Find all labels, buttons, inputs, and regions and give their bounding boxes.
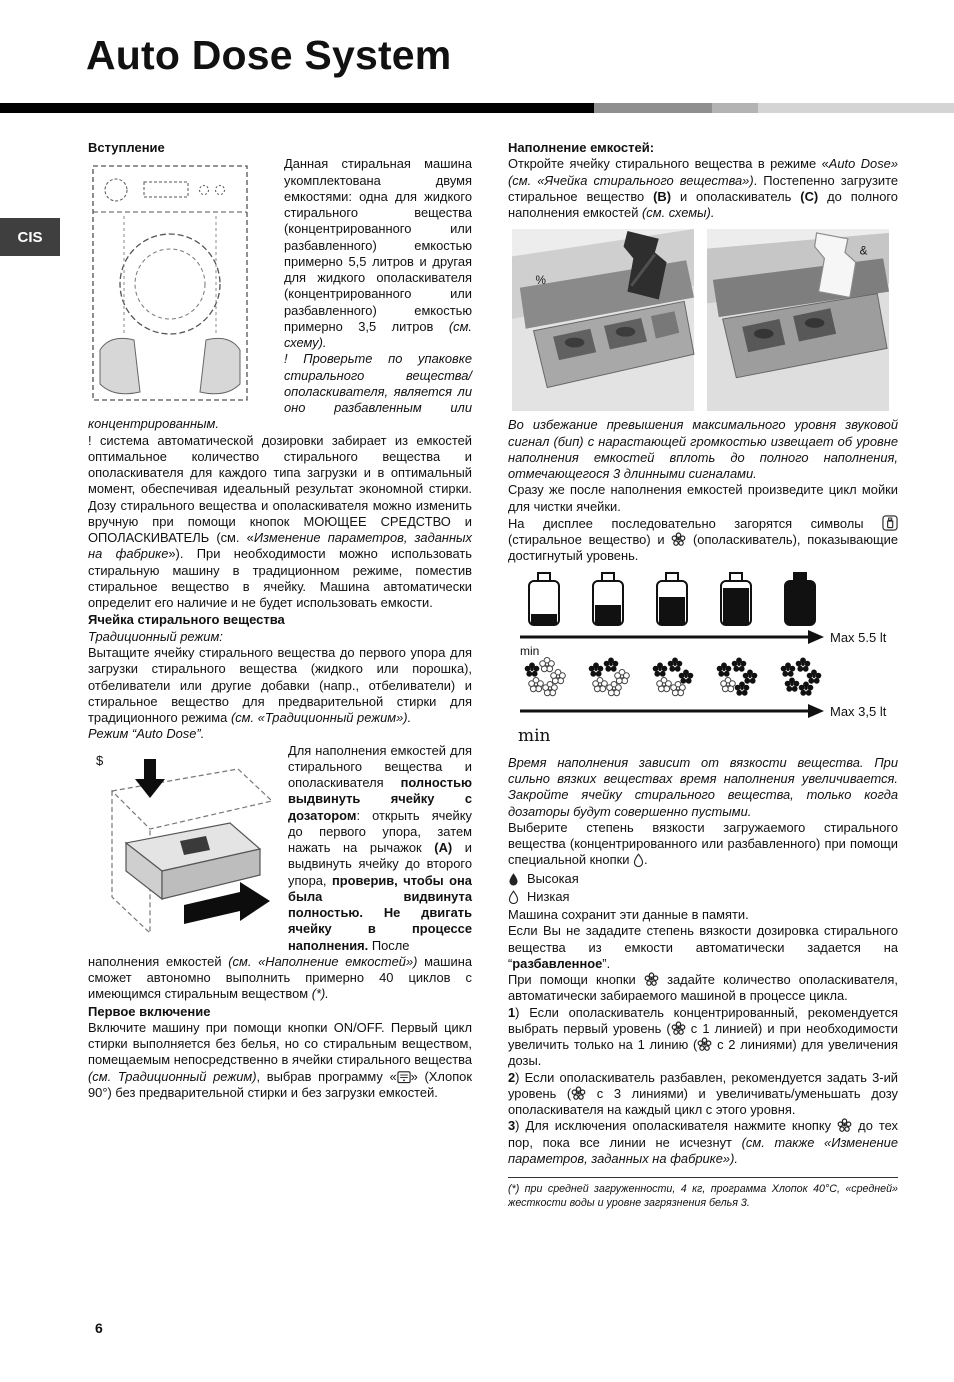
default-bold: разбавленное — [512, 955, 603, 971]
filling-text-2: . Постепенно загрузите стиральное вещество — [508, 172, 898, 204]
first-start-text-1: Включите машину при помощи кнопки ON/OFF. Первый цикл стирки выполняется без белья, но со стиральным веществом, помещаемым непосредственно в ячейки стирального вещества — [88, 1019, 472, 1068]
detergent-bottle-icon — [882, 515, 898, 531]
softener-flower-icon — [671, 1021, 686, 1036]
left-column — [88, 139, 472, 1211]
traditional-mode-label: Традиционный режим: — [88, 628, 223, 644]
percent-symbol: % — [535, 274, 546, 288]
pull-bold-2: проверив, чтобы она была видвинута полностью. Не двигать ячейку в процессе наполнения. — [288, 872, 472, 953]
traditional-text: Вытащите ячейку стирального вещества до первого упора для загрузки стирального вещества (жидкого или порошка), отбеливатели или другие добавки (напр., отбеливатели) и стиральное вещество для предварительной стирки для традиционного режима — [88, 645, 472, 725]
intro-note: ! Проверьте по упаковке стирального вещества/ополаскивателя, является ли оно разбавленным или концентрированным. — [88, 351, 472, 432]
footnote: (*) при средней загруженности, 4 кг, программа Хлопок 40°C, «средней» жесткости воды и уровне загрязнения белья 3. — [508, 1183, 898, 1210]
intro-heading: Вступление — [88, 140, 165, 155]
program-icon — [397, 1070, 411, 1084]
softener-flower-icon — [837, 1118, 852, 1133]
rule-segment-light-gray — [758, 103, 954, 113]
autodose-text-2: »). При необходимости можно использовать стиральную машину в традиционном режиме, поместив стиральное вещество в ячейку. Машина автоматически определит его наличие и не будет использовать емкости. — [88, 546, 472, 611]
softener-item-1 — [508, 1005, 898, 1070]
cycles-text-1: наполнения емкостей — [88, 953, 229, 969]
first-start-ref: (см. Традиционный режим) — [88, 1068, 257, 1084]
item-1-number: 1 — [508, 1004, 516, 1020]
right-column — [508, 139, 898, 1211]
autodose-ref-italic: Изменение параметров, заданных на фабрике — [88, 530, 472, 562]
viscosity-high-label: Высокая — [527, 870, 579, 886]
item-1-text-1: ) Если ополаскиватель концентрированный, рекомендуется выбрать первый уровень ( — [508, 1004, 898, 1036]
drawer-photo-right — [703, 229, 893, 411]
filling-scheme-ref: (см. схемы). — [642, 205, 715, 221]
filling-ref-italic: Auto Dose» (см. «Ячейка стирального вещества») — [508, 156, 898, 188]
pull-text-3: и выдвинуть ячейку до второго упора, — [288, 840, 472, 888]
rule-segment-black — [0, 103, 594, 113]
drawer-heading: Ячейка стирального вещества — [88, 612, 285, 628]
autodose-mode-label: Режим “Auto Dose”. — [88, 726, 205, 742]
item-3-text-2: до тех пор, пока все линии не исчезнут — [508, 1118, 898, 1150]
drawer-photos — [508, 229, 898, 411]
softener-text-1: При помощи кнопки — [508, 972, 644, 988]
fill-level-diagram — [508, 571, 898, 751]
cycles-text-2: машина сможет автономно выполнить примерно 40 циклов с имеющимся стиральным веществом — [88, 953, 472, 1002]
display-text-1: На дисплее последовательно загорятся символы — [508, 515, 882, 531]
rule-segment-mid-gray — [712, 103, 758, 113]
default-setting-paragraph — [508, 923, 898, 972]
display-text-2: (стиральное вещество) и — [508, 532, 672, 548]
viscosity-text-2: . — [644, 852, 648, 868]
pull-bold-1: полностью выдвинуть ячейку с дозатором — [288, 775, 472, 823]
washing-machine-figure — [88, 160, 274, 410]
traditional-mode-paragraph — [88, 645, 472, 726]
cycles-paragraph — [88, 954, 472, 1003]
intro-text: Данная стиральная машина укомплектована двумя емкостями: одна для жидкого стирального вещества (концентрированного или разбавленного) емкостью примерно 5,5 литров и другая для жидкого ополаскивателя (концентрированного или разбавленного) емкостью примерно 3,5 литров — [284, 156, 472, 334]
default-text-1: Если Вы не зададите степень вязкости дозировка стирального вещества из емкости автоматически задается на “ — [508, 923, 898, 971]
detergent-max-label: Max 5.5 lt — [830, 629, 887, 645]
after-fill-paragraph: Сразу же после наполнения емкостей произведите цикл мойки для чистки ячейки. — [508, 482, 898, 514]
cycles-footnote-mark: (*). — [311, 986, 329, 1002]
first-start-paragraph — [88, 1020, 472, 1101]
softener-flower-icon — [644, 972, 659, 987]
filling-heading: Наполнение емкостей: — [508, 140, 655, 155]
autodose-text-1: ! система автоматической дозировки забирает из емкостей оптимальное количество стирального вещества и ополаскивателя для каждого типа загрузки и в оптимальный момент, обеспечивая идеальный результат экономной стирки. Дозу стирального вещества и ополаскивателя можно изменить вручную при помощи кнопок МОЮЩЕЕ СРЕДСТВО и ОПОЛАСКИВАТЕЛЬ (см. « — [88, 432, 472, 546]
softener-level-icons — [525, 657, 822, 695]
content-columns — [88, 139, 954, 1211]
softener-text-2: задайте количество ополаскивателя, автоматически забираемого машиной в процессе цикла. — [508, 972, 898, 1004]
drawer-photo-left — [508, 229, 698, 411]
item-3-text-1: ) Для исключения ополаскивателя нажмите кнопку — [515, 1118, 838, 1134]
item-2-text-1: ) Если ополаскиватель разбавлен, рекомендуется задать 3-ий уровень ( — [508, 1069, 898, 1101]
compartment-b-label: (B) — [653, 188, 672, 204]
low-viscosity-drop-icon — [508, 890, 519, 904]
first-start-text-3: » (Хлопок 90°) без предварительной стирки и без загрузки емкостей. — [88, 1068, 472, 1100]
pull-text-4: После — [368, 937, 410, 953]
item-2-number: 2 — [508, 1069, 516, 1085]
item-3-number: 3 — [508, 1118, 516, 1134]
softener-item-3 — [508, 1118, 898, 1167]
pull-text-2: : открыть ячейку до первого упора, затем нажать на рычажок — [288, 807, 472, 855]
fill-level-diagram-svg — [508, 571, 896, 747]
viscosity-low-label: Низкая — [527, 888, 570, 904]
filling-text-1: Откройте ячейку стирального вещества в режиме « — [508, 156, 829, 172]
viscosity-high-row — [508, 871, 898, 887]
washing-machine-drawing — [88, 160, 274, 406]
softener-flower-icon — [571, 1086, 586, 1101]
beep-note: Во избежание превышения максимального уровня звуковой сигнал (бип) с нарастающей громкостью извещает об уровне наполнения емкостей вплоть до полного наполнения, отмечающегося 3 длинными сигналами. — [508, 417, 898, 482]
first-start-text-2: , выбрав программу « — [256, 1068, 397, 1084]
drawer-pull-drawing — [88, 747, 278, 943]
pull-block — [88, 743, 472, 954]
filling-paragraph — [508, 156, 898, 221]
language-tab: CIS — [0, 218, 60, 256]
item-3-ref-italic: (см. также «Изменение параметров, заданных на фабрике»). — [508, 1134, 898, 1166]
item-2-text-2: с 3 линиями) и увеличивать/уменьшать дозу ополаскивателя на каждый цикл с этого уровня. — [508, 1085, 898, 1118]
softener-flower-icon — [671, 532, 686, 547]
page-title: Auto Dose System — [86, 32, 452, 78]
item-1-text-3: с 2 линиями) для увеличения дозы. — [508, 1037, 898, 1069]
autodose-description-paragraph — [88, 433, 472, 612]
viscosity-note: Время наполнения зависит от вязкости вещества. При сильно вязких веществах время наполнения увеличивается. Закройте ячейку стирального вещества, только когда дозаторы будут совершенно пустыми. — [508, 754, 898, 819]
memory-paragraph: Машина сохранит эти данные в памяти. — [508, 907, 749, 923]
viscosity-low-row — [508, 889, 898, 905]
viscosity-text-1: Выберите степень вязкости загружаемого стирального вещества (концентрированного или разбавленного) при помощи специальной кнопки — [508, 819, 898, 868]
intro-block — [88, 156, 472, 432]
compartment-c-label: (C) — [800, 188, 819, 204]
drawer-pull-figure — [88, 747, 278, 947]
filling-text-4: до полного наполнения емкостей — [508, 188, 898, 221]
down-arrow-icon — [135, 759, 165, 798]
cycles-ref: (см. «Наполнение емкостей») — [228, 953, 418, 969]
footnote-rule — [508, 1177, 898, 1178]
item-1-text-2: с 1 линией) и при необходимости увеличить только на 1 линию ( — [508, 1020, 898, 1053]
filling-text-3: и ополаскиватель — [671, 188, 801, 204]
manual-page — [0, 32, 954, 1336]
detergent-level-icons — [529, 573, 815, 625]
display-text-3: (ополаскиватель), показывающие достигнутый уровень. — [508, 532, 898, 564]
detergent-min-label: min — [520, 643, 540, 658]
drawer-figure-symbol: $ — [96, 752, 104, 768]
softener-flower-icon — [697, 1037, 712, 1052]
high-viscosity-drop-icon — [508, 872, 519, 886]
viscosity-paragraph — [508, 820, 898, 869]
intro-scheme-ref: (см. схему). — [284, 318, 472, 351]
title-rule — [0, 103, 954, 113]
first-start-heading: Первое включение — [88, 1003, 211, 1019]
viscosity-drop-icon — [633, 853, 644, 867]
softener-min-label: min — [518, 725, 551, 746]
softener-setting-paragraph — [508, 972, 898, 1005]
pull-text-1: Для наполнения емкостей для стирального вещества и ополаскивателя — [288, 742, 472, 790]
pull-lever-label: (A) — [434, 840, 453, 855]
traditional-ref: (см. «Традиционный режим»). — [230, 710, 412, 725]
ampersand-symbol: & — [859, 244, 868, 258]
display-symbols-paragraph — [508, 515, 898, 565]
rule-segment-dark-gray — [594, 103, 712, 113]
default-text-2: ”. — [602, 955, 611, 971]
softener-item-2 — [508, 1070, 898, 1119]
page-number: 6 — [95, 1320, 103, 1336]
softener-max-label: Max 3,5 lt — [830, 703, 887, 719]
